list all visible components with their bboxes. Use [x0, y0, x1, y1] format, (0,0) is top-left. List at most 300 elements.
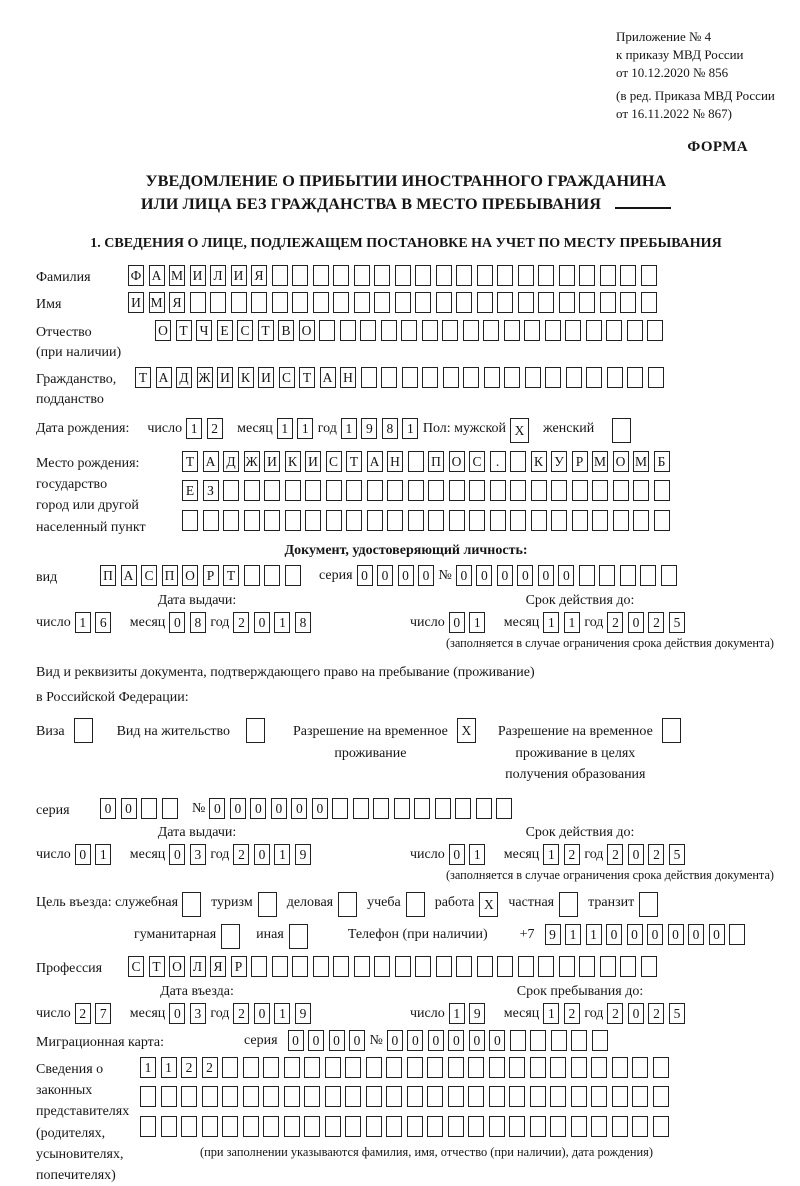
char-cell[interactable] [386, 1086, 402, 1107]
char-cell[interactable] [263, 1116, 279, 1137]
char-cell[interactable] [620, 292, 636, 313]
phone-cells[interactable] [545, 924, 750, 945]
char-cell[interactable]: 9 [469, 1003, 485, 1024]
char-cell[interactable] [509, 1057, 525, 1078]
char-cell[interactable] [613, 510, 629, 531]
char-cell[interactable]: 1 [274, 612, 290, 633]
char-cell[interactable] [468, 1086, 484, 1107]
char-cell[interactable] [222, 1057, 238, 1078]
char-cell[interactable]: А [149, 265, 165, 286]
char-cell[interactable] [221, 924, 240, 949]
char-cell[interactable] [428, 480, 444, 501]
char-cell[interactable]: 2 [648, 844, 664, 865]
char-cell[interactable] [140, 1086, 156, 1107]
char-cell[interactable]: 8 [382, 418, 398, 439]
char-cell[interactable] [448, 1086, 464, 1107]
char-cell[interactable] [181, 1086, 197, 1107]
char-cell[interactable] [407, 1116, 423, 1137]
char-cell[interactable]: 0 [254, 1003, 270, 1024]
char-cell[interactable] [607, 367, 623, 388]
char-cell[interactable]: Я [169, 292, 185, 313]
char-cell[interactable]: 2 [564, 844, 580, 865]
char-cell[interactable] [489, 1057, 505, 1078]
char-cell[interactable]: А [320, 367, 336, 388]
char-cell[interactable]: П [428, 451, 444, 472]
char-cell[interactable]: Т [346, 451, 362, 472]
char-cell[interactable] [463, 320, 479, 341]
purpose-other-checkbox[interactable] [289, 924, 308, 949]
char-cell[interactable]: П [100, 565, 116, 586]
char-cell[interactable]: В [278, 320, 294, 341]
char-cell[interactable] [325, 1116, 341, 1137]
char-cell[interactable]: О [449, 451, 465, 472]
char-cell[interactable] [579, 956, 595, 977]
char-cell[interactable] [559, 265, 575, 286]
char-cell[interactable]: 0 [288, 1030, 304, 1051]
char-cell[interactable] [284, 1057, 300, 1078]
char-cell[interactable] [606, 320, 622, 341]
char-cell[interactable]: Б [654, 451, 670, 472]
char-cell[interactable]: 2 [607, 612, 623, 633]
purpose-official-checkbox[interactable] [182, 892, 201, 917]
char-cell[interactable] [374, 956, 390, 977]
char-cell[interactable]: 1 [543, 844, 559, 865]
char-cell[interactable]: И [128, 292, 144, 313]
char-cell[interactable]: X [479, 892, 498, 917]
char-cell[interactable]: 5 [669, 844, 685, 865]
char-cell[interactable] [510, 510, 526, 531]
char-cell[interactable]: 9 [295, 1003, 311, 1024]
char-cell[interactable] [551, 480, 567, 501]
char-cell[interactable] [510, 1030, 526, 1051]
char-cell[interactable] [387, 510, 403, 531]
char-cell[interactable] [292, 956, 308, 977]
char-cell[interactable] [244, 510, 260, 531]
char-cell[interactable]: 0 [230, 798, 246, 819]
char-cell[interactable]: Т [299, 367, 315, 388]
char-cell[interactable] [641, 956, 657, 977]
char-cell[interactable] [469, 510, 485, 531]
char-cell[interactable] [571, 1057, 587, 1078]
char-cell[interactable]: А [203, 451, 219, 472]
char-cell[interactable] [222, 1086, 238, 1107]
char-cell[interactable] [476, 798, 492, 819]
char-cell[interactable] [442, 320, 458, 341]
char-cell[interactable]: 0 [627, 924, 643, 945]
char-cell[interactable]: 1 [469, 844, 485, 865]
char-cell[interactable] [468, 1116, 484, 1137]
char-cell[interactable] [374, 292, 390, 313]
char-cell[interactable] [456, 292, 472, 313]
char-cell[interactable]: 1 [543, 1003, 559, 1024]
char-cell[interactable] [579, 565, 595, 586]
char-cell[interactable] [394, 798, 410, 819]
char-cell[interactable]: 0 [387, 1030, 403, 1051]
purpose-business-checkbox[interactable] [338, 892, 357, 917]
char-cell[interactable] [591, 1116, 607, 1137]
char-cell[interactable] [456, 956, 472, 977]
char-cell[interactable] [509, 1086, 525, 1107]
char-cell[interactable]: 9 [295, 844, 311, 865]
char-cell[interactable]: К [238, 367, 254, 388]
char-cell[interactable] [313, 265, 329, 286]
char-cell[interactable]: Т [149, 956, 165, 977]
char-cell[interactable] [484, 367, 500, 388]
char-cell[interactable] [525, 367, 541, 388]
char-cell[interactable] [612, 418, 631, 443]
char-cell[interactable] [586, 320, 602, 341]
char-cell[interactable] [729, 924, 745, 945]
char-cell[interactable] [243, 1086, 259, 1107]
char-cell[interactable] [571, 1116, 587, 1137]
char-cell[interactable]: И [305, 451, 321, 472]
char-cell[interactable]: Е [182, 480, 198, 501]
char-cell[interactable] [190, 292, 206, 313]
char-cell[interactable] [422, 367, 438, 388]
sex-female-checkbox[interactable] [612, 418, 631, 443]
visa-checkbox[interactable] [74, 718, 93, 743]
char-cell[interactable]: 0 [209, 798, 225, 819]
char-cell[interactable] [263, 1086, 279, 1107]
char-cell[interactable] [572, 480, 588, 501]
char-cell[interactable] [550, 1116, 566, 1137]
char-cell[interactable]: С [469, 451, 485, 472]
char-cell[interactable] [627, 320, 643, 341]
char-cell[interactable]: М [149, 292, 165, 313]
char-cell[interactable] [408, 510, 424, 531]
char-cell[interactable] [406, 892, 425, 917]
char-cell[interactable]: 2 [233, 1003, 249, 1024]
char-cell[interactable]: 0 [377, 565, 393, 586]
char-cell[interactable]: С [141, 565, 157, 586]
char-cell[interactable]: 1 [274, 1003, 290, 1024]
char-cell[interactable]: С [279, 367, 295, 388]
char-cell[interactable]: С [237, 320, 253, 341]
char-cell[interactable] [354, 956, 370, 977]
char-cell[interactable] [284, 1086, 300, 1107]
char-cell[interactable]: 2 [207, 418, 223, 439]
char-cell[interactable] [489, 1116, 505, 1137]
char-cell[interactable] [510, 451, 526, 472]
char-cell[interactable] [354, 292, 370, 313]
char-cell[interactable] [490, 480, 506, 501]
char-cell[interactable]: И [231, 265, 247, 286]
char-cell[interactable]: 0 [538, 565, 554, 586]
char-cell[interactable] [600, 292, 616, 313]
char-cell[interactable]: К [531, 451, 547, 472]
char-cell[interactable] [518, 265, 534, 286]
char-cell[interactable]: 0 [517, 565, 533, 586]
char-cell[interactable]: Д [176, 367, 192, 388]
char-cell[interactable]: Л [190, 956, 206, 977]
char-cell[interactable] [381, 320, 397, 341]
char-cell[interactable] [530, 1116, 546, 1137]
char-cell[interactable]: 1 [586, 924, 602, 945]
char-cell[interactable] [496, 798, 512, 819]
char-cell[interactable]: 1 [297, 418, 313, 439]
char-cell[interactable] [407, 1057, 423, 1078]
char-cell[interactable] [641, 265, 657, 286]
char-cell[interactable] [181, 1116, 197, 1137]
char-cell[interactable]: 0 [668, 924, 684, 945]
char-cell[interactable]: Н [340, 367, 356, 388]
char-cell[interactable]: 0 [75, 844, 91, 865]
char-cell[interactable] [510, 480, 526, 501]
char-cell[interactable] [559, 292, 575, 313]
char-cell[interactable]: 0 [291, 798, 307, 819]
char-cell[interactable] [264, 480, 280, 501]
char-cell[interactable]: 0 [469, 1030, 485, 1051]
char-cell[interactable]: А [121, 565, 137, 586]
char-cell[interactable] [182, 510, 198, 531]
char-cell[interactable] [477, 956, 493, 977]
char-cell[interactable]: 9 [361, 418, 377, 439]
char-cell[interactable]: 0 [121, 798, 137, 819]
char-cell[interactable] [518, 956, 534, 977]
char-cell[interactable]: И [217, 367, 233, 388]
char-cell[interactable] [524, 320, 540, 341]
char-cell[interactable] [550, 1057, 566, 1078]
char-cell[interactable] [661, 565, 677, 586]
char-cell[interactable] [455, 798, 471, 819]
char-cell[interactable] [340, 320, 356, 341]
char-cell[interactable] [497, 265, 513, 286]
char-cell[interactable] [251, 292, 267, 313]
char-cell[interactable]: 1 [543, 612, 559, 633]
char-cell[interactable]: 0 [349, 1030, 365, 1051]
char-cell[interactable]: Т [135, 367, 151, 388]
char-cell[interactable] [231, 292, 247, 313]
char-cell[interactable] [305, 510, 321, 531]
char-cell[interactable] [448, 1116, 464, 1137]
char-cell[interactable] [223, 510, 239, 531]
char-cell[interactable] [387, 480, 403, 501]
char-cell[interactable] [591, 1057, 607, 1078]
char-cell[interactable] [161, 1086, 177, 1107]
char-cell[interactable] [579, 292, 595, 313]
char-cell[interactable] [373, 798, 389, 819]
char-cell[interactable] [304, 1086, 320, 1107]
char-cell[interactable]: 0 [449, 612, 465, 633]
char-cell[interactable]: 5 [669, 1003, 685, 1024]
char-cell[interactable] [360, 320, 376, 341]
char-cell[interactable]: М [633, 451, 649, 472]
char-cell[interactable] [559, 892, 578, 917]
char-cell[interactable] [427, 1086, 443, 1107]
char-cell[interactable]: 0 [647, 924, 663, 945]
char-cell[interactable]: Ч [196, 320, 212, 341]
char-cell[interactable]: 0 [456, 565, 472, 586]
char-cell[interactable] [414, 798, 430, 819]
char-cell[interactable] [427, 1116, 443, 1137]
char-cell[interactable]: 2 [564, 1003, 580, 1024]
char-cell[interactable] [292, 292, 308, 313]
char-cell[interactable] [367, 510, 383, 531]
char-cell[interactable]: 0 [169, 612, 185, 633]
char-cell[interactable]: X [457, 718, 476, 743]
char-cell[interactable] [326, 510, 342, 531]
char-cell[interactable] [203, 510, 219, 531]
char-cell[interactable]: 1 [161, 1057, 177, 1078]
char-cell[interactable] [530, 1030, 546, 1051]
char-cell[interactable] [285, 565, 301, 586]
char-cell[interactable]: 0 [448, 1030, 464, 1051]
char-cell[interactable]: Т [182, 451, 198, 472]
char-cell[interactable] [545, 320, 561, 341]
char-cell[interactable]: М [169, 265, 185, 286]
char-cell[interactable] [346, 510, 362, 531]
char-cell[interactable]: 6 [95, 612, 111, 633]
char-cell[interactable] [264, 510, 280, 531]
char-cell[interactable]: 8 [295, 612, 311, 633]
char-cell[interactable] [367, 480, 383, 501]
char-cell[interactable] [243, 1116, 259, 1137]
char-cell[interactable] [353, 798, 369, 819]
char-cell[interactable]: 0 [688, 924, 704, 945]
char-cell[interactable]: 1 [140, 1057, 156, 1078]
char-cell[interactable]: А [367, 451, 383, 472]
char-cell[interactable]: 2 [607, 844, 623, 865]
char-cell[interactable] [592, 480, 608, 501]
char-cell[interactable]: 2 [233, 612, 249, 633]
char-cell[interactable] [304, 1057, 320, 1078]
char-cell[interactable] [415, 292, 431, 313]
char-cell[interactable]: 1 [402, 418, 418, 439]
char-cell[interactable] [338, 892, 357, 917]
char-cell[interactable] [361, 367, 377, 388]
char-cell[interactable]: 0 [628, 844, 644, 865]
char-cell[interactable]: П [162, 565, 178, 586]
char-cell[interactable] [627, 367, 643, 388]
char-cell[interactable] [161, 1116, 177, 1137]
char-cell[interactable] [530, 1086, 546, 1107]
char-cell[interactable] [395, 956, 411, 977]
char-cell[interactable]: 0 [100, 798, 116, 819]
char-cell[interactable]: 0 [254, 844, 270, 865]
char-cell[interactable] [612, 1086, 628, 1107]
char-cell[interactable] [263, 1057, 279, 1078]
char-cell[interactable]: 0 [308, 1030, 324, 1051]
purpose-private-checkbox[interactable] [559, 892, 578, 917]
char-cell[interactable] [612, 1057, 628, 1078]
char-cell[interactable] [509, 1116, 525, 1137]
char-cell[interactable]: О [182, 565, 198, 586]
char-cell[interactable] [572, 510, 588, 531]
char-cell[interactable] [202, 1086, 218, 1107]
char-cell[interactable] [559, 956, 575, 977]
char-cell[interactable] [463, 367, 479, 388]
char-cell[interactable]: 0 [606, 924, 622, 945]
char-cell[interactable]: 2 [648, 1003, 664, 1024]
char-cell[interactable]: О [613, 451, 629, 472]
char-cell[interactable]: 9 [545, 924, 561, 945]
char-cell[interactable]: 3 [190, 844, 206, 865]
char-cell[interactable]: 0 [709, 924, 725, 945]
char-cell[interactable]: Я [251, 265, 267, 286]
char-cell[interactable] [538, 265, 554, 286]
char-cell[interactable] [264, 565, 280, 586]
char-cell[interactable] [592, 1030, 608, 1051]
char-cell[interactable]: . [490, 451, 506, 472]
purpose-tourism-checkbox[interactable] [258, 892, 277, 917]
char-cell[interactable] [504, 367, 520, 388]
char-cell[interactable]: Р [203, 565, 219, 586]
char-cell[interactable] [436, 956, 452, 977]
char-cell[interactable] [244, 565, 260, 586]
char-cell[interactable]: 0 [418, 565, 434, 586]
char-cell[interactable] [345, 1057, 361, 1078]
char-cell[interactable]: О [299, 320, 315, 341]
char-cell[interactable]: И [264, 451, 280, 472]
char-cell[interactable] [600, 956, 616, 977]
char-cell[interactable] [654, 480, 670, 501]
char-cell[interactable] [632, 1086, 648, 1107]
char-cell[interactable] [333, 265, 349, 286]
char-cell[interactable]: 2 [75, 1003, 91, 1024]
char-cell[interactable] [620, 265, 636, 286]
char-cell[interactable] [545, 367, 561, 388]
char-cell[interactable] [477, 265, 493, 286]
char-cell[interactable]: 2 [202, 1057, 218, 1078]
char-cell[interactable] [449, 510, 465, 531]
char-cell[interactable] [346, 480, 362, 501]
char-cell[interactable] [243, 1057, 259, 1078]
char-cell[interactable] [246, 718, 265, 743]
char-cell[interactable] [222, 1116, 238, 1137]
char-cell[interactable]: С [326, 451, 342, 472]
char-cell[interactable] [565, 320, 581, 341]
char-cell[interactable] [483, 320, 499, 341]
char-cell[interactable] [456, 265, 472, 286]
char-cell[interactable]: Я [210, 956, 226, 977]
char-cell[interactable]: 1 [186, 418, 202, 439]
char-cell[interactable]: Р [572, 451, 588, 472]
char-cell[interactable]: 1 [469, 612, 485, 633]
char-cell[interactable] [518, 292, 534, 313]
char-cell[interactable] [443, 367, 459, 388]
char-cell[interactable] [289, 924, 308, 949]
char-cell[interactable] [332, 798, 348, 819]
char-cell[interactable]: З [203, 480, 219, 501]
char-cell[interactable] [613, 480, 629, 501]
char-cell[interactable] [210, 292, 226, 313]
temp-residence-checkbox[interactable] [457, 718, 476, 743]
char-cell[interactable] [366, 1086, 382, 1107]
char-cell[interactable]: 0 [329, 1030, 345, 1051]
char-cell[interactable] [427, 1057, 443, 1078]
char-cell[interactable] [469, 480, 485, 501]
char-cell[interactable]: М [592, 451, 608, 472]
char-cell[interactable]: А [156, 367, 172, 388]
char-cell[interactable]: 5 [669, 612, 685, 633]
char-cell[interactable] [571, 1086, 587, 1107]
char-cell[interactable] [571, 1030, 587, 1051]
char-cell[interactable]: 0 [628, 612, 644, 633]
char-cell[interactable] [141, 798, 157, 819]
char-cell[interactable] [647, 320, 663, 341]
char-cell[interactable]: 2 [233, 844, 249, 865]
char-cell[interactable] [612, 1116, 628, 1137]
char-cell[interactable] [292, 265, 308, 286]
char-cell[interactable] [497, 956, 513, 977]
char-cell[interactable] [653, 1116, 669, 1137]
char-cell[interactable] [654, 510, 670, 531]
char-cell[interactable]: 2 [181, 1057, 197, 1078]
char-cell[interactable]: 0 [558, 565, 574, 586]
char-cell[interactable]: Ж [197, 367, 213, 388]
char-cell[interactable] [550, 1086, 566, 1107]
char-cell[interactable]: 0 [628, 1003, 644, 1024]
